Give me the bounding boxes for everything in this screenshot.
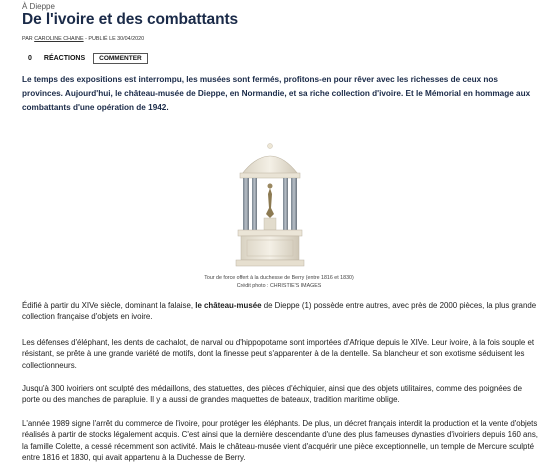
author-link[interactable]: CAROLINE CHAINE xyxy=(34,36,84,42)
article-title: De l'ivoire et des combattants xyxy=(22,11,239,28)
chateau-musee-link[interactable]: le château-musée xyxy=(195,301,262,310)
ivory-temple-image xyxy=(230,140,310,268)
p1-text-after: de Dieppe (1) possède entre autres, avec près de 2000 pièces, la plus grande collection française d'objets en ivoire. xyxy=(22,301,537,322)
article-lead: Le temps des expositions est interrompu, les musées sont fermés, profitons-en pour rêver avec les richesses de ceux nos provinces. Aujourd'hui, le château-musée de Dieppe, en Normandie, et sa riche collection d'ivoire. Et le Mémorial en hommage aux combattants d'une opération de 1942. xyxy=(22,75,531,112)
body-paragraph-3: Jusqu'à 300 ivoiriers ont sculpté des médaillons, des statuettes, des pièces d'échiquier, ainsi que des objets utilitaires, comme des poignées de porte ou des manches de parapluie. Il y a aussi de grandes maquettes de bateaux, tradition maritime oblige. xyxy=(22,384,522,405)
comment-button[interactable]: COMMENTER xyxy=(93,53,148,64)
image-caption xyxy=(185,275,373,290)
body-paragraph-1 xyxy=(22,300,538,323)
body-paragraph-2: Les défenses d'éléphant, les dents de cachalot, de narval ou d'hippopotame sont importées d'Afrique depuis le XIVe. Leur ivoire, à la fois souple et résistant, se prête à une grande variété de motifs, dont la finesse peut s'apparenter à de la dentelle. Sa blancheur et son exotisme séduisent les collectionneurs. xyxy=(22,338,535,370)
publish-date: - PUBLIÉ LE 30/04/2020 xyxy=(85,36,145,42)
caption-text: Tour de force offert à la duchesse de Berry (entre 1816 et 1830) xyxy=(204,275,354,281)
caption-credit: Crédit photo : CHRISTIE'S IMAGES xyxy=(236,282,322,289)
reactions-count[interactable]: 0 xyxy=(28,55,32,62)
body-paragraph-4: L'année 1989 signe l'arrêt du commerce de l'ivoire, pour protéger les éléphants. De plus, un décret français interdit la production et la vente d'objets réalisés à partir de stocks légalement acquis. C'est ainsi que la dernière descendante d'une des plus fameuses dynasties d'ivoiriers depuis 160 ans, la famille Colette, a cessé récemment son activité. Mais le château-musée vient d'acquérir une pièce exceptionnelle, un temple de Mercure sculpté entre 1816 et 1830, qui avait appartenu à la Duchesse de Berry. xyxy=(22,419,538,463)
ivory-temple-illustration xyxy=(230,140,310,268)
reactions-label[interactable]: RÉACTIONS xyxy=(43,55,86,62)
p1-text-before: Édifié à partir du XIVe siècle, dominant la falaise, xyxy=(22,301,194,310)
article-kicker: À Dieppe xyxy=(22,2,55,11)
byline xyxy=(22,36,144,42)
byline-prefix: PAR xyxy=(22,36,33,42)
social-bar xyxy=(28,53,148,64)
